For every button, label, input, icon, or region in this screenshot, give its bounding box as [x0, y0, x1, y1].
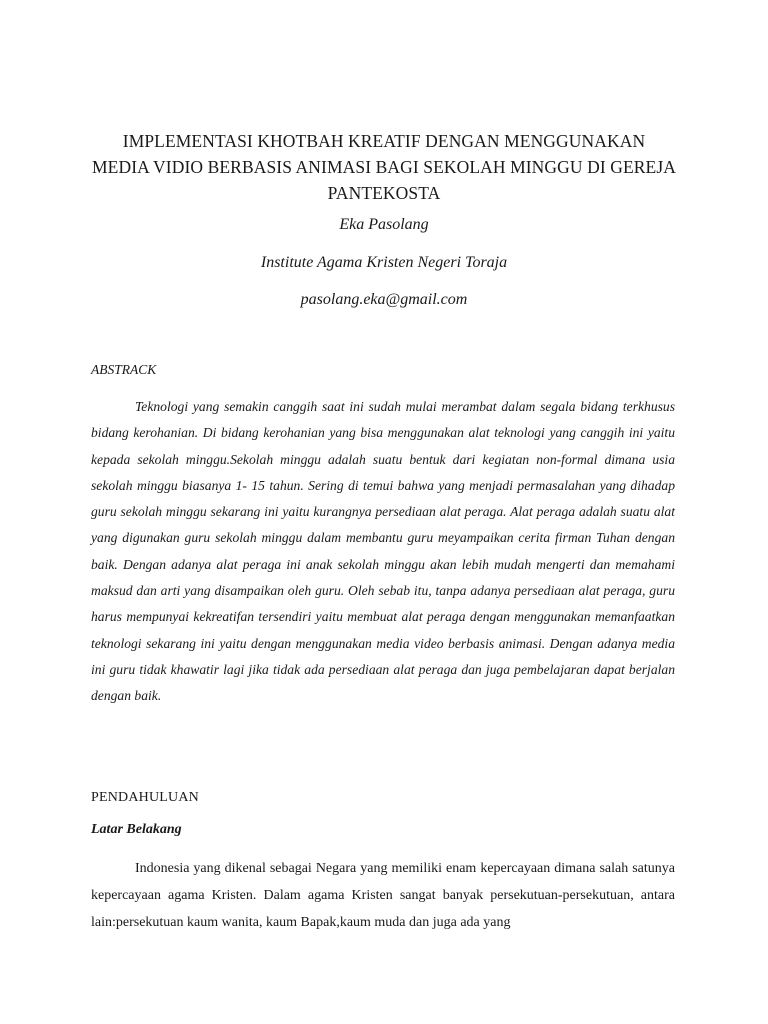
paper-title	[84, 128, 684, 206]
author-name: Eka Pasolang	[339, 216, 429, 233]
abstract-heading: ABSTRACK	[91, 362, 157, 377]
institution: Institute Agama Kristen Negeri Toraja	[260, 254, 508, 271]
subsection-heading-background: Latar Belakang	[91, 822, 182, 837]
title-line-1: IMPLEMENTASI KHOTBAH KREATIF DENGAN MENGGUNAKAN	[122, 131, 646, 151]
introduction-text: Indonesia yang dikenal sebagai Negara yang memiliki enam kepercayaan dimana salah satunya kepercayaan agama Kristen. Dalam agama Kristen sangat banyak persekutuan-persekutuan, antara lain:persekutuan kaum wanita, kaum Bapak,kaum muda dan juga ada yang	[91, 861, 675, 930]
title-line-3: PANTEKOSTA	[327, 183, 441, 203]
title-line-2: MEDIA VIDIO BERBASIS ANIMASI BAGI SEKOLAH MINGGU DI GEREJA	[92, 157, 676, 177]
section-heading-introduction: PENDAHULUAN	[91, 790, 199, 805]
author-email: pasolang.eka@gmail.com	[300, 291, 468, 308]
abstract-text: Teknologi yang semakin canggih saat ini sudah mulai merambat dalam segala bidang terkhusus bidang kerohanian. Di bidang kerohanian yang bisa menggunakan alat teknologi yang canggih ini yaitu kepada sekolah minggu.Sekolah minggu adalah suatu bentuk dari kegiatan non-formal dimana usia sekolah minggu biasanya 1- 15 tahun. Sering di temui bahwa yang menjadi permasalahan yang dihadap guru sekolah minggu sekarang ini yaitu kurangnya persediaan alat peraga. Alat peraga adalah suatu alat yang digunakan guru sekolah minggu dalam membantu guru meyampaikan cerita firman Tuhan dengan baik. Dengan adanya alat peraga ini anak sekolah minggu akan lebih mudah mengerti dan memahami maksud dan arti yang disampaikan oleh guru. Oleh sebab itu, tanpa adanya persediaan alat peraga, guru harus mempunyai kekreatifan tersendiri yaitu membuat alat peraga dengan menggunakan memanfaatkan teknologi sekarang ini yaitu dengan menggunakan media video berbasis animasi. Dengan adanya media ini guru tidak khawatir lagi jika tidak ada persediaan alat peraga dan juga pembelajaran dapat berjalan dengan baik.	[91, 399, 675, 704]
